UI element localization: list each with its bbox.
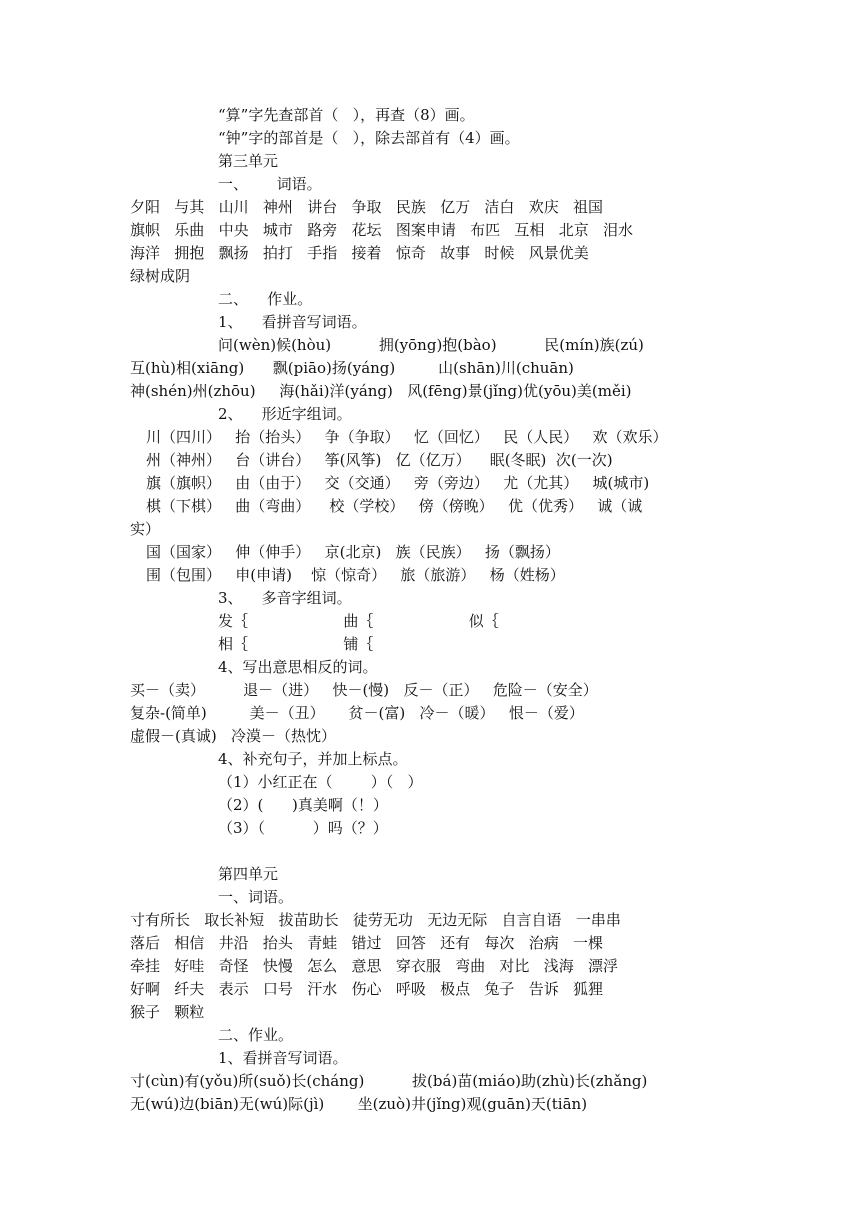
exercise-heading: 3、 多音字组词。 bbox=[218, 589, 352, 607]
sentence-line: （2）( )真美啊（！） bbox=[218, 796, 388, 814]
pinyin-line: 神(shén)州(zhōu) 海(hǎi)洋(yáng) 风(fēng)景(jǐng)优(yōu)美(měi) bbox=[130, 382, 632, 400]
polyphone-line: 相｛ 铺｛ bbox=[218, 635, 374, 653]
pinyin-line: 互(hù)相(xiāng) 飘(piāo)扬(yáng) 山(shān)川(chuān) bbox=[130, 359, 574, 377]
subsection-heading: 一、 词语。 bbox=[218, 175, 322, 193]
char-group-line: 川（四川） 抬（抬头） 争（争取） 忆（回忆） 民（人民） 欢（欢乐） bbox=[146, 428, 668, 446]
sentence-line: （1）小红正在（ ）（ ） bbox=[218, 773, 423, 791]
section-heading: 第三单元 bbox=[218, 152, 279, 170]
pinyin-line: 无(wú)边(biān)无(wú)际(jì) 坐(zuò)井(jǐng)观(guān)天(tiān) bbox=[130, 1095, 588, 1113]
text-line: “算”字先查部首（ ），再查（8）画。 bbox=[218, 106, 475, 124]
char-group-line: 旗（旗帜） 由（由于） 交（交通） 旁（旁边） 尤（尤其） 城(城市) bbox=[146, 474, 650, 492]
word-list-line: 海洋 拥抱 飘扬 拍打 手指 接着 惊奇 故事 时候 风景优美 bbox=[130, 244, 589, 262]
antonym-line: 买－（卖） 退－（进） 快－(慢) 反－（正） 危险－（安全） bbox=[130, 681, 598, 699]
word-list-line: 牵挂 好哇 奇怪 快慢 怎么 意思 穿衣服 弯曲 对比 浅海 漂浮 bbox=[130, 957, 619, 975]
antonym-line: 虚假－(真诚) 冷漠－（热忱） bbox=[130, 727, 337, 745]
subsection-heading: 二、作业。 bbox=[218, 1026, 294, 1044]
char-group-line: 州（神州） 台（讲台） 筝(风筝) 亿（亿万） 眠(冬眠) 次(一次) bbox=[146, 451, 613, 469]
exercise-heading: 1、看拼音写词语。 bbox=[218, 1049, 348, 1067]
pinyin-line: 寸(cùn)有(yǒu)所(suǒ)长(cháng) 拔(bá)苗(miáo)助(zhù)长(zhǎng) bbox=[130, 1072, 648, 1090]
char-group-line: 围（包围） 申(申请) 惊（惊奇） 旅（旅游） 杨（姓杨） bbox=[146, 566, 565, 584]
subsection-heading: 一、词语。 bbox=[218, 888, 294, 906]
section-heading: 第四单元 bbox=[218, 865, 279, 883]
exercise-heading: 4、写出意思相反的词。 bbox=[218, 658, 378, 676]
char-group-line: 国（国家） 伸（伸手） 京(北京) 族（民族） 扬（飘扬） bbox=[146, 543, 560, 561]
char-group-line: 实） bbox=[130, 520, 161, 538]
word-list-line: 旗帜 乐曲 中央 城市 路旁 花坛 图案申请 布匹 互相 北京 泪水 bbox=[130, 221, 634, 239]
word-list-line: 好啊 纤夫 表示 口号 汗水 伤心 呼吸 极点 兔子 告诉 狐狸 bbox=[130, 980, 604, 998]
exercise-heading: 2、 形近字组词。 bbox=[218, 405, 352, 423]
word-list-line: 寸有所长 取长补短 拔苗助长 徒劳无功 无边无际 自言自语 一串串 bbox=[130, 911, 621, 929]
word-list-line: 绿树成阴 bbox=[130, 267, 191, 285]
char-group-line: 棋（下棋） 曲（弯曲） 校（学校） 傍（傍晚） 优（优秀） 诚（诚 bbox=[146, 497, 643, 515]
text-line: “钟”字的部首是（ ），除去部首有（4）画。 bbox=[218, 129, 520, 147]
antonym-line: 复杂-(简单) 美－（丑） 贫－(富) 冷－（暖） 恨－（爱） bbox=[130, 704, 584, 722]
polyphone-line: 发｛ 曲｛ 似｛ bbox=[218, 612, 499, 630]
subsection-heading: 二、 作业。 bbox=[218, 290, 313, 308]
sentence-line: （3）（ ）吗（？） bbox=[218, 819, 388, 837]
pinyin-line: 问(wèn)候(hòu) 拥(yōng)抱(bào) 民(mín)族(zú) bbox=[218, 336, 644, 354]
word-list-line: 猴子 颗粒 bbox=[130, 1003, 205, 1021]
word-list-line: 夕阳 与其 山川 神州 讲台 争取 民族 亿万 洁白 欢庆 祖国 bbox=[130, 198, 604, 216]
exercise-heading: 4、补充句子，并加上标点。 bbox=[218, 750, 408, 768]
exercise-heading: 1、 看拼音写词语。 bbox=[218, 313, 367, 331]
word-list-line: 落后 相信 井沿 抬头 青蛙 错过 回答 还有 每次 治病 一棵 bbox=[130, 934, 604, 952]
